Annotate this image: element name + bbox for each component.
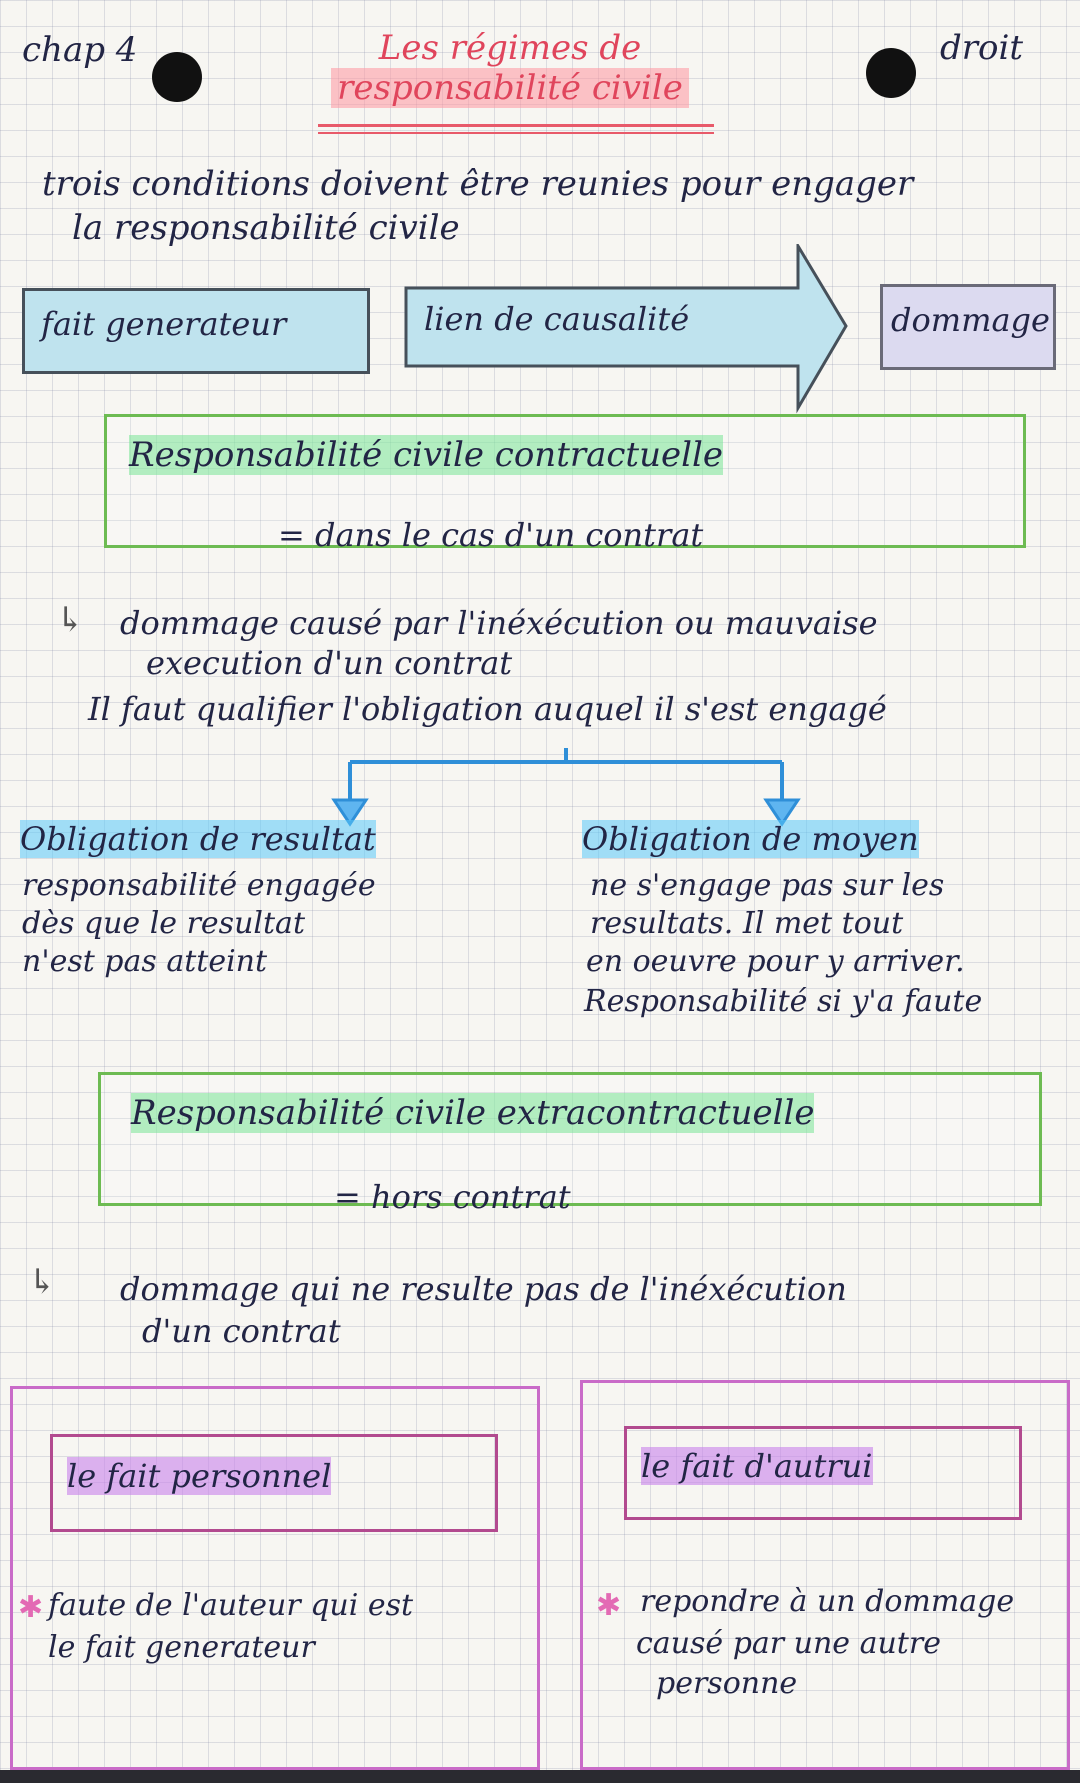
- extracontractual-definition: = hors contrat: [334, 1178, 571, 1216]
- contractual-line-1: dommage causé par l'inéxécution ou mauvaise: [120, 604, 878, 642]
- fait-personnel-title-box: [50, 1434, 498, 1532]
- title-line-2: responsabilité civile: [331, 68, 689, 108]
- subject-label: droit: [940, 28, 1024, 68]
- title-underline-1: [318, 124, 714, 127]
- fait-personnel-line-2: le fait generateur: [48, 1630, 315, 1665]
- condition-dommage: [880, 284, 1056, 370]
- fait-autrui-title: le fait d'autrui: [641, 1447, 873, 1485]
- branch-arrows: [320, 740, 820, 830]
- fait-personnel-title: le fait personnel: [67, 1457, 332, 1495]
- fait-autrui-line-1: repondre à un dommage: [640, 1584, 1015, 1619]
- contractual-line-3: Il faut qualifier l'obligation auquel il s'est engagé: [88, 690, 887, 728]
- title-underline-2: [318, 132, 714, 134]
- obligation-resultat-title: Obligation de resultat: [20, 820, 376, 858]
- intro-line-2: la responsabilité civile: [72, 208, 460, 248]
- obligation-moyen-line-4: Responsabilité si y'a faute: [584, 984, 983, 1019]
- obligation-moyen-title: Obligation de moyen: [582, 820, 919, 858]
- extracontractual-heading: Responsabilité civile extracontractuelle: [131, 1093, 815, 1133]
- condition-dommage-label: dommage: [891, 301, 1050, 339]
- obligation-moyen-line-1: ne s'engage pas sur les: [590, 868, 945, 903]
- obligation-moyen-line-3: en oeuvre pour y arriver.: [586, 944, 965, 979]
- condition-lien-causalite: lien de causalité: [424, 300, 690, 338]
- fait-autrui-line-3: personne: [656, 1666, 798, 1701]
- page-bottom-edge: [0, 1770, 1080, 1783]
- binder-hole-left: [152, 52, 202, 102]
- obligation-moyen-title-wrap: [582, 820, 919, 858]
- fait-autrui-title-box: [624, 1426, 1022, 1520]
- intro-line-1: trois conditions doivent être reunies pour engager: [42, 164, 914, 204]
- arrow-bullet-1: ↳: [56, 600, 85, 640]
- contractual-line-2: execution d'un contrat: [146, 644, 513, 682]
- binder-hole-right: [866, 48, 916, 98]
- page-title: [300, 28, 720, 108]
- condition-fait-generateur: [22, 288, 370, 374]
- obligation-resultat-line-1: responsabilité engagée: [22, 868, 376, 903]
- fait-autrui-bullet: ✱: [596, 1588, 622, 1623]
- obligation-resultat-line-2: dès que le resultat: [22, 906, 305, 941]
- title-line-1: Les régimes de: [378, 28, 642, 68]
- extracontractual-line-2: d'un contrat: [142, 1312, 341, 1350]
- fait-personnel-bullet: ✱: [18, 1590, 44, 1625]
- contractual-definition: = dans le cas d'un contrat: [278, 516, 704, 554]
- obligation-resultat-line-3: n'est pas atteint: [22, 944, 268, 979]
- extracontractual-line-1: dommage qui ne resulte pas de l'inéxécution: [120, 1270, 847, 1308]
- arrow-bullet-2: ↳: [28, 1262, 57, 1302]
- chapter-label: chap 4: [22, 30, 138, 70]
- obligation-resultat-title-wrap: [20, 820, 376, 858]
- obligation-moyen-line-2: resultats. Il met tout: [590, 906, 904, 941]
- condition-fait-generateur-label: fait generateur: [41, 305, 287, 343]
- fait-personnel-line-1: faute de l'auteur qui est: [48, 1588, 414, 1623]
- contractual-heading: Responsabilité civile contractuelle: [129, 435, 723, 475]
- fait-autrui-line-2: causé par une autre: [636, 1626, 941, 1661]
